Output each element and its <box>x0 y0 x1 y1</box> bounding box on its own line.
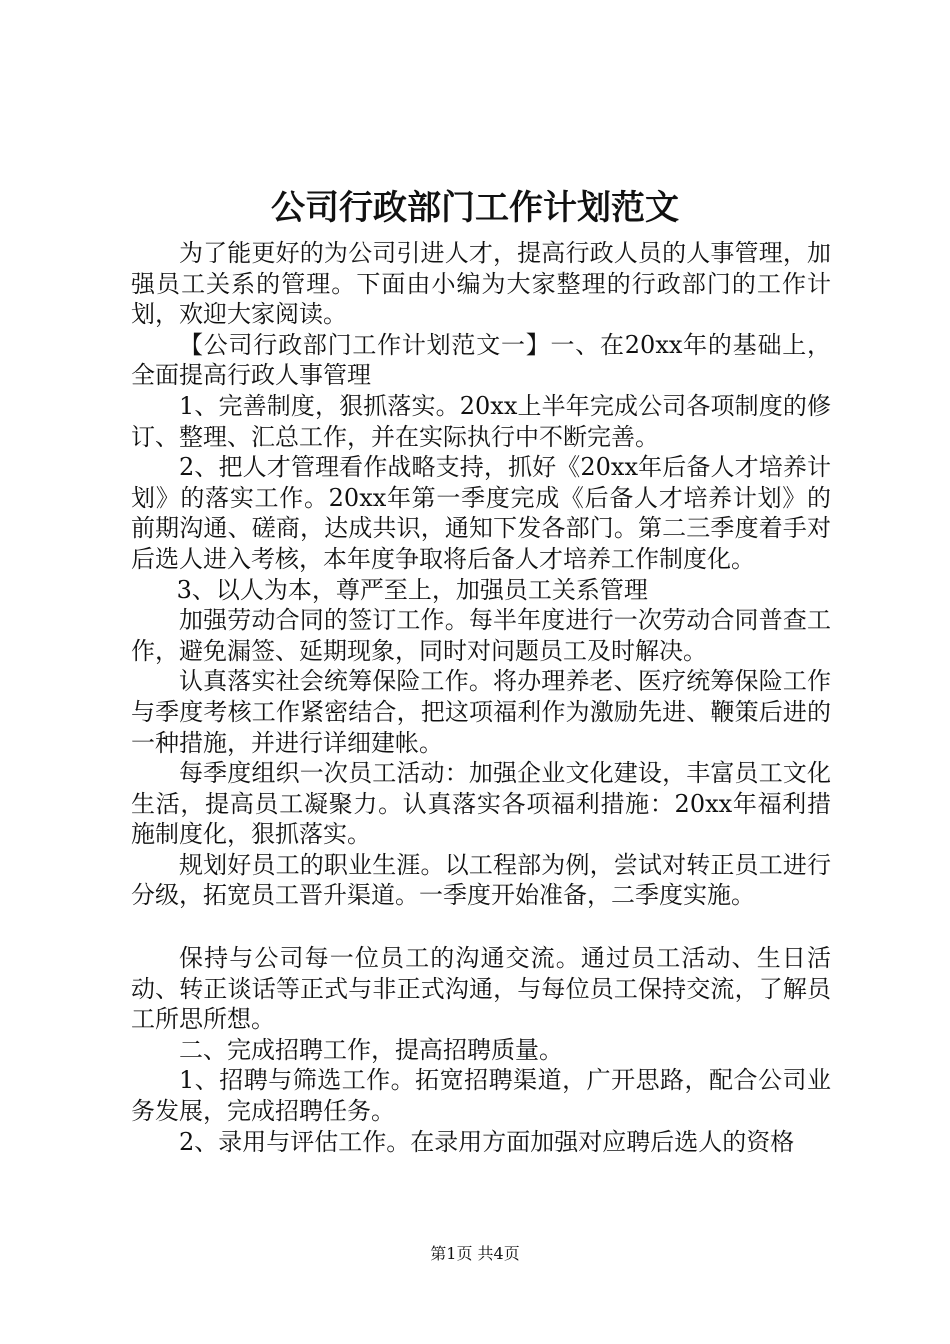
page-footer: 第1页 共4页 <box>430 1244 520 1263</box>
paragraph-intro: 为了能更好的为公司引进人才，提高行政人员的人事管理，加强员工关系的管理。下面由小编为大家整理的行政部门的工作计划，欢迎大家阅读。 <box>131 239 831 329</box>
paragraph-section-two-heading: 二、完成招聘工作，提高招聘质量。 <box>179 1035 563 1064</box>
paragraph-career-planning: 规划好员工的职业生涯。以工程部为例，尝试对转正员工进行分级，拓宽员工晋升渠道。一季度开始准备，二季度实施。 <box>131 850 831 910</box>
paragraph-item-1: 1、完善制度，狠抓落实。20xx上半年完成公司各项制度的修订、整理、汇总工作，并在实际执行中不断完善。 <box>131 391 831 451</box>
paragraph-communication: 保持与公司每一位员工的沟通交流。通过员工活动、生日活动、转正谈话等正式与非正式沟通，与每位员工保持交流，了解员工所思所想。 <box>131 944 831 1034</box>
paragraph-item-3: 3、以人为本，尊严至上，加强员工关系管理 <box>176 575 648 604</box>
document-title: 公司行政部门工作计划范文 <box>271 188 679 228</box>
paragraph-section-one-heading: 【公司行政部门工作计划范文一】一、在20xx年的基础上，全面提高行政人事管理 <box>131 330 831 390</box>
paragraph-employee-activity: 每季度组织一次员工活动：加强企业文化建设，丰富员工文化生活，提高员工凝聚力。认真落实各项福利措施：20xx年福利措施制度化，狠抓落实。 <box>131 759 831 849</box>
paragraph-recruit-2: 2、录用与评估工作。在录用方面加强对应聘后选人的资格 <box>179 1127 795 1156</box>
paragraph-social-insurance: 认真落实社会统筹保险工作。将办理养老、医疗统筹保险工作与季度考核工作紧密结合，把这项福利作为激励先进、鞭策后进的一种措施，并进行详细建帐。 <box>131 667 831 757</box>
paragraph-recruit-1: 1、招聘与筛选工作。拓宽招聘渠道，广开思路，配合公司业务发展，完成招聘任务。 <box>131 1066 831 1126</box>
paragraph-item-2: 2、把人才管理看作战略支持，抓好《20xx年后备人才培养计划》的落实工作。20xx年第一季度完成《后备人才培养计划》的前期沟通、磋商，达成共识，通知下发各部门。第二三季度着手对后选人进入考核，本年度争取将后备人才培养工作制度化。 <box>131 453 831 573</box>
paragraph-gap <box>131 911 831 943</box>
paragraph-labor-contract: 加强劳动合同的签订工作。每半年度进行一次劳动合同普查工作，避免漏签、延期现象，同时对问题员工及时解决。 <box>131 606 831 665</box>
document-body <box>131 238 831 1157</box>
